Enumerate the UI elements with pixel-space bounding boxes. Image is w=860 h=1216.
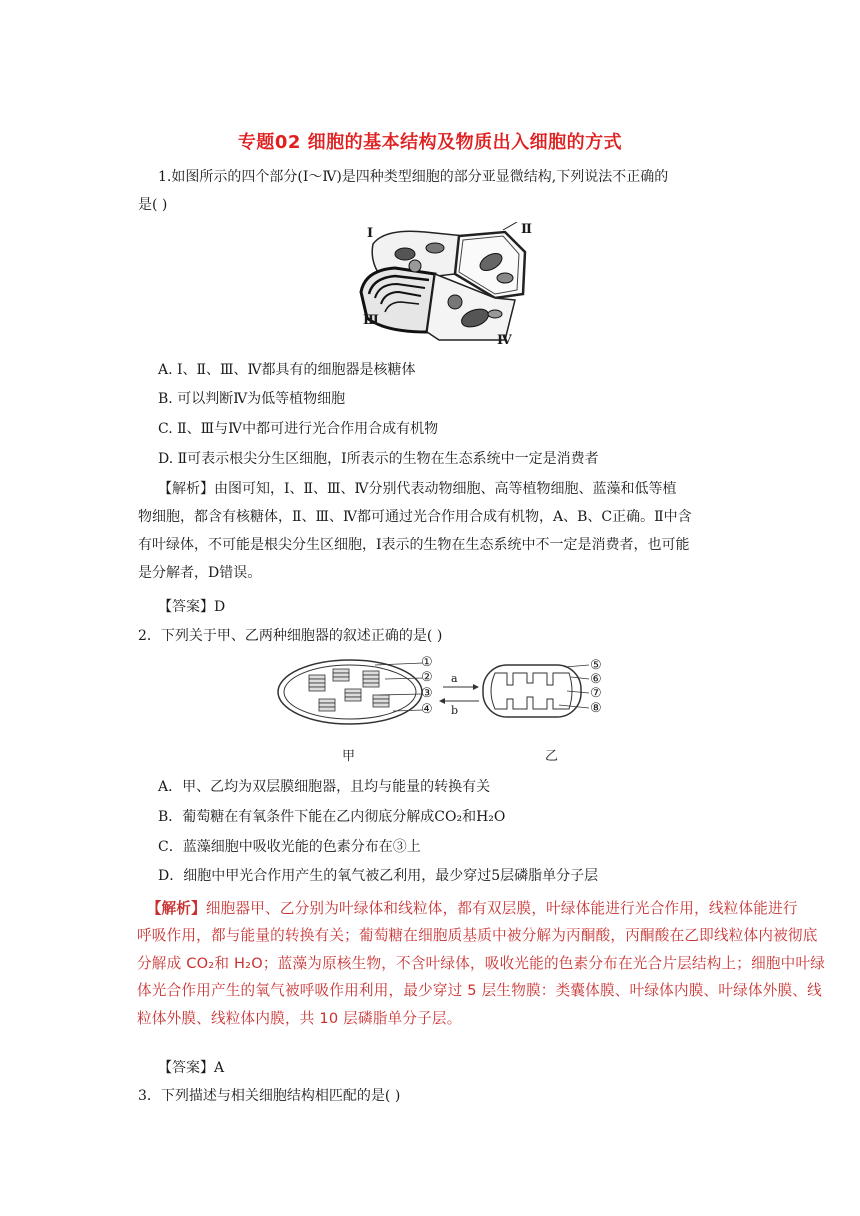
q1-stem-line1: 1.如图所示的四个部分(Ⅰ～Ⅳ)是四种类型细胞的部分亚显微结构,下列说法不正确的	[158, 169, 669, 185]
document-title: 专题02 细胞的基本结构及物质出入细胞的方式	[237, 132, 623, 153]
q3-stem: 3．下列描述与相关细胞结构相匹配的是( )	[138, 1088, 401, 1104]
figure-label-4: Ⅳ	[497, 333, 512, 348]
caption-jia: 甲	[342, 749, 356, 764]
circled-number-7: ⑦	[590, 686, 602, 701]
organelles-figure	[275, 655, 605, 730]
cell-types-figure	[355, 222, 535, 347]
q2-answer: 【答案】A	[158, 1060, 225, 1076]
q1-option-b: B. 可以判断Ⅳ为低等植物细胞	[158, 391, 346, 407]
arrow-a-label: a	[451, 672, 458, 685]
circled-number-6: ⑥	[590, 672, 602, 687]
arrow-b-label: b	[451, 704, 459, 717]
circled-number-2: ②	[421, 670, 433, 685]
q2-analysis-line5: 粒体外膜、线粒体内膜，共 10 层磷脂单分子层。	[137, 1009, 462, 1027]
q1-analysis-line3: 有叶绿体，不可能是根尖分生区细胞，Ⅰ表示的生物在生态系统中不一定是消费者，也可能	[138, 537, 690, 553]
q2-option-b: B．葡萄糖在有氧条件下能在乙内彻底分解成CO₂和H₂O	[158, 809, 506, 825]
q2-analysis-line2: 呼吸作用，都与能量的转换有关；葡萄糖在细胞质基质中被分解为丙酮酸，丙酮酸在乙即线粒体内被彻底	[137, 927, 818, 945]
figure-label-3: Ⅲ	[363, 313, 379, 328]
q1-option-d: D. Ⅱ可表示根尖分生区细胞，Ⅰ所表示的生物在生态系统中一定是消费者	[158, 451, 599, 467]
caption-yi: 乙	[545, 749, 559, 764]
q1-answer: 【答案】D	[158, 599, 226, 615]
figure-label-2: Ⅱ	[521, 222, 532, 237]
circled-number-3: ③	[421, 686, 433, 701]
q2-option-a: A．甲、乙均为双层膜细胞器，且均与能量的转换有关	[158, 779, 491, 795]
circled-number-4: ④	[421, 702, 433, 717]
q1-analysis-line1: 【解析】由图可知，Ⅰ、Ⅱ、Ⅲ、Ⅳ分别代表动物细胞、高等植物细胞、蓝藻和低等植	[158, 481, 677, 497]
q1-analysis-line2: 物细胞，都含有核糖体，Ⅱ、Ⅲ、Ⅳ都可通过光合作用合成有机物，A、B、C正确。Ⅱ中含	[138, 509, 692, 525]
q2-option-d: D．细胞中甲光合作用产生的氧气被乙利用，最少穿过5层磷脂单分子层	[158, 868, 599, 884]
q1-stem-line2: 是( )	[138, 197, 168, 213]
circled-number-5: ⑤	[590, 658, 602, 673]
q2-analysis-tag: 【解析】	[146, 900, 206, 917]
q2-option-c: C．蓝藻细胞中吸收光能的色素分布在③上	[158, 839, 421, 855]
q2-analysis-line3: 分解成 CO₂和 H₂O；蓝藻为原核生物，不含叶绿体，吸收光能的色素分布在光合片层结构上；细胞中叶绿	[137, 954, 826, 972]
q1-option-a: A. Ⅰ、Ⅱ、Ⅲ、Ⅳ都具有的细胞器是核糖体	[158, 362, 416, 378]
q2-analysis-line1: 【解析】细胞器甲、乙分别为叶绿体和线粒体，都有双层膜，叶绿体能进行光合作用，线粒体能进行	[146, 900, 798, 917]
q2-analysis-line4: 体光合作用产生的氧气被呼吸作用利用，最少穿过 5 层生物膜：类囊体膜、叶绿体内膜、叶绿体外膜、线	[137, 982, 822, 1000]
figure-label-1: Ⅰ	[367, 226, 374, 241]
q2-analysis	[137, 895, 833, 1032]
circled-number-8: ⑧	[590, 701, 602, 716]
q2-stem: 2．下列关于甲、乙两种细胞器的叙述正确的是( )	[138, 628, 443, 644]
q1-analysis-line4: 是分解者，D错误。	[138, 565, 262, 581]
circled-number-1: ①	[421, 655, 433, 670]
q1-option-c: C. Ⅱ、Ⅲ与Ⅳ中都可进行光合作用合成有机物	[158, 421, 439, 437]
